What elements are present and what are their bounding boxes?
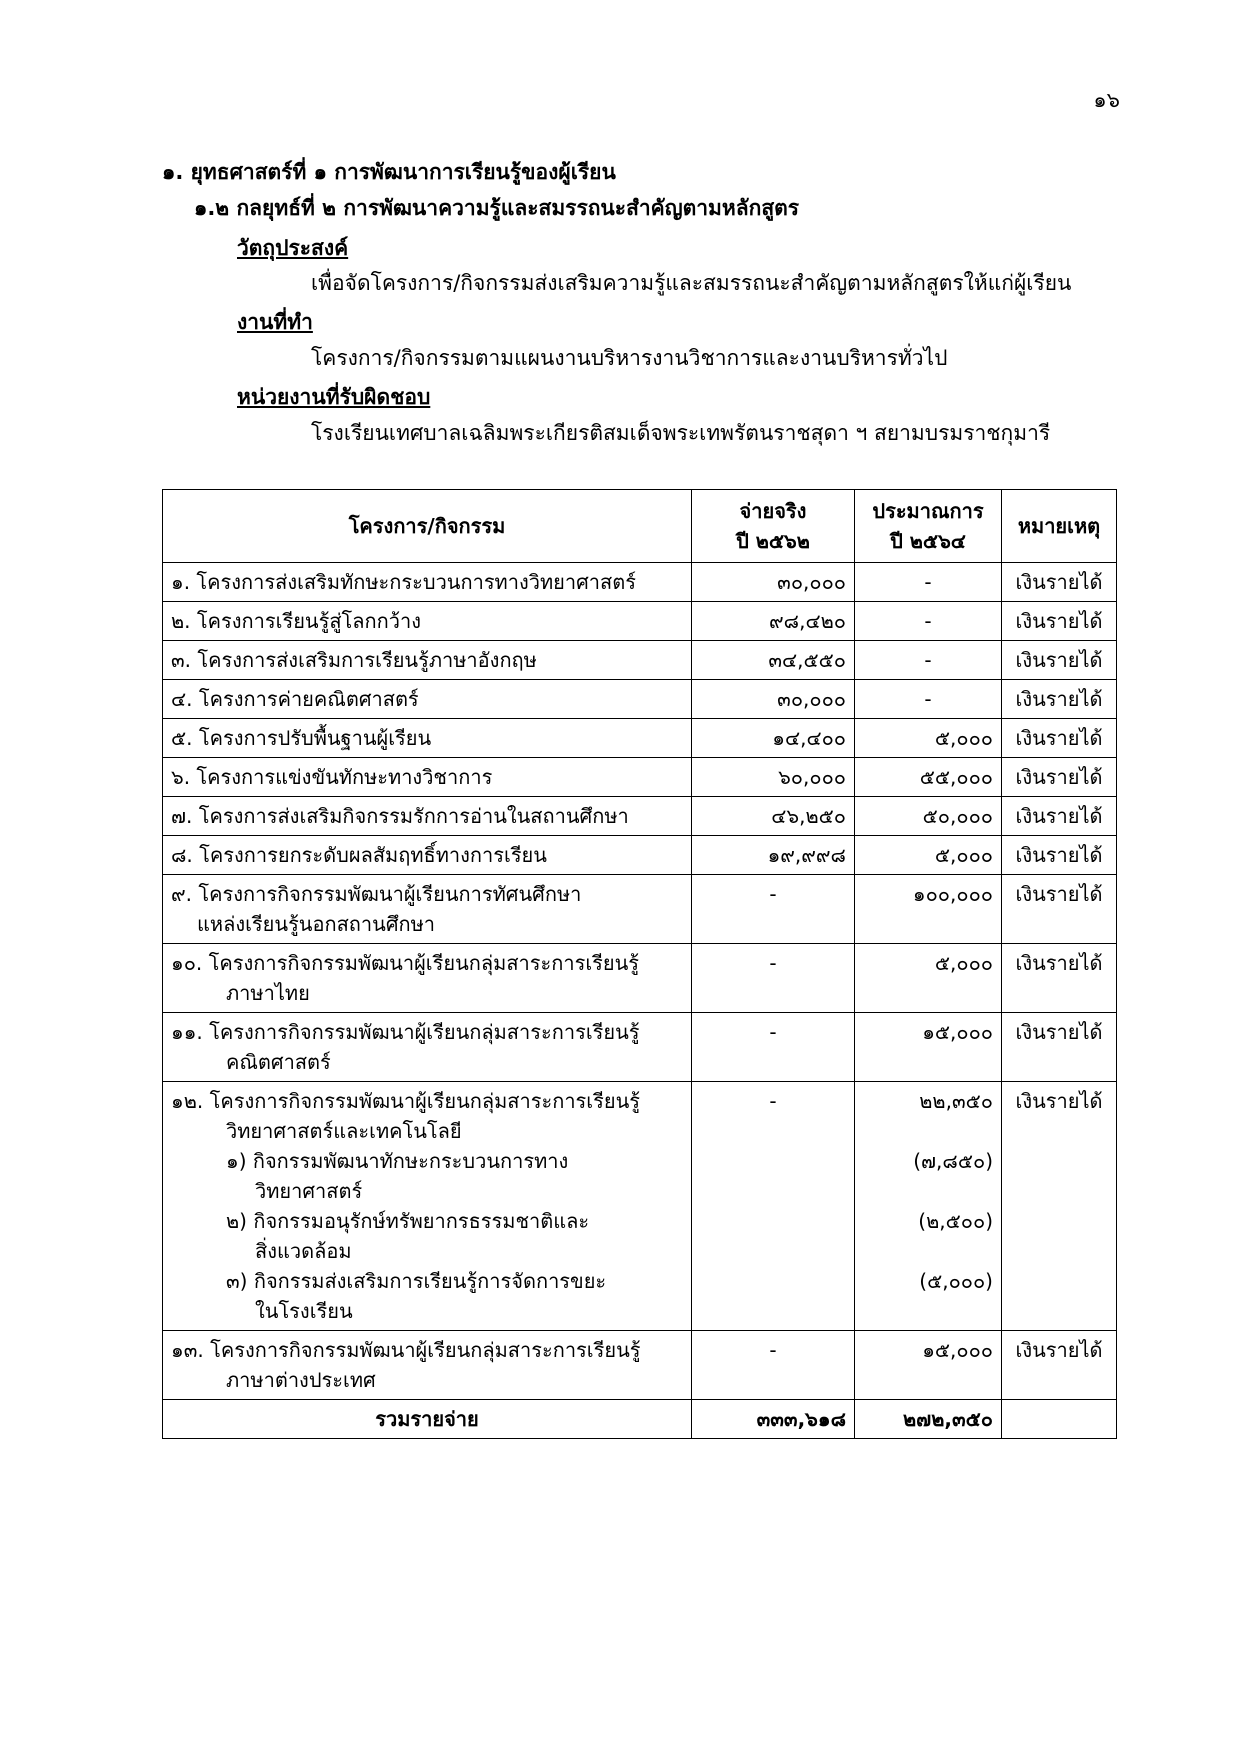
table-row [163, 758, 1117, 797]
sub-activity-line1: ๓) กิจกรรมส่งเสริมการเรียนรู้การจัดการขยะ [226, 1269, 607, 1293]
project-name: ๔. โครงการค่ายคณิตศาสตร์ [163, 680, 692, 719]
sub-activity-line2: ในโรงเรียน [255, 1299, 353, 1323]
actual-value: ๓๐,๐๐๐ [692, 680, 855, 719]
table-row [163, 875, 1117, 944]
table-row [163, 563, 1117, 602]
note-value: เงินรายได้ [1002, 1082, 1117, 1331]
sub-estimate: (๗,๘๕๐) [913, 1149, 993, 1173]
objective-text: เพื่อจัดโครงการ/กิจกรรมส่งเสริมความรู้และสมรรถนะสำคัญตามหลักสูตรให้แก่ผู้เรียน [311, 271, 1072, 295]
project-name-line1: ๑๒. โครงการกิจกรรมพัฒนาผู้เรียนกลุ่มสาระการเรียนรู้ [171, 1089, 641, 1113]
estimate-value: ๕,๐๐๐ [855, 719, 1002, 758]
project-name [163, 944, 692, 1013]
actual-value: - [692, 875, 855, 944]
project-name: ๓. โครงการส่งเสริมการเรียนรู้ภาษาอังกฤษ [163, 641, 692, 680]
estimate-total: ๒๒,๓๕๐ [919, 1089, 993, 1113]
header-actual-line2: ปี ๒๕๖๒ [736, 529, 810, 553]
project-name-line2: ภาษาต่างประเทศ [226, 1368, 376, 1392]
actual-value: ๑๔,๔๐๐ [692, 719, 855, 758]
note-value: เงินรายได้ [1002, 602, 1117, 641]
note-value: เงินรายได้ [1002, 758, 1117, 797]
header-estimate [855, 490, 1002, 563]
sub-activity-line1: ๒) กิจกรรมอนุรักษ์ทรัพยากรธรรมชาติและ [226, 1209, 590, 1233]
note-value: เงินรายได้ [1002, 836, 1117, 875]
note-value: เงินรายได้ [1002, 944, 1117, 1013]
tactic-heading: ๑.๒ กลยุทธ์ที่ ๒ การพัฒนาความรู้และสมรรถนะสำคัญตามหลักสูตร [194, 196, 800, 220]
total-actual: ๓๓๓,๖๑๘ [692, 1400, 855, 1439]
objective-label: วัตถุประสงค์ [237, 236, 349, 260]
project-name-line2: คณิตศาสตร์ [226, 1050, 331, 1074]
total-label: รวมรายจ่าย [163, 1400, 692, 1439]
project-name: ๗. โครงการส่งเสริมกิจกรรมรักการอ่านในสถานศึกษา [163, 797, 692, 836]
actual-value: - [692, 1331, 855, 1400]
actual-value: - [692, 944, 855, 1013]
estimate-value: - [855, 563, 1002, 602]
table-row [163, 1013, 1117, 1082]
note-value: เงินรายได้ [1002, 719, 1117, 758]
project-name: ๑. โครงการส่งเสริมทักษะกระบวนการทางวิทยาศาสตร์ [163, 563, 692, 602]
estimate-value: ๕๐,๐๐๐ [855, 797, 1002, 836]
total-estimate: ๒๗๒,๓๕๐ [855, 1400, 1002, 1439]
responsible-text: โรงเรียนเทศบาลเฉลิมพระเกียรติสมเด็จพระเทพรัตนราชสุดา ฯ สยามบรมราชกุมารี [311, 421, 1051, 445]
table-row [163, 719, 1117, 758]
header-note: หมายเหตุ [1002, 490, 1117, 563]
table-row [163, 1331, 1117, 1400]
estimate-value: - [855, 680, 1002, 719]
sub-activity-line1: ๑) กิจกรรมพัฒนาทักษะกระบวนการทาง [226, 1149, 569, 1173]
header-project: โครงการ/กิจกรรม [163, 490, 692, 563]
estimate-value: - [855, 641, 1002, 680]
sub-activity-line2: สิ่งแวดล้อม [255, 1239, 352, 1263]
estimate-value: ๕,๐๐๐ [855, 944, 1002, 1013]
project-name-line1: ๑๑. โครงการกิจกรรมพัฒนาผู้เรียนกลุ่มสาระการเรียนรู้ [171, 1020, 640, 1044]
work-label: งานที่ทำ [237, 310, 313, 334]
header-estimate-line2: ปี ๒๕๖๔ [890, 529, 966, 553]
note-value: เงินรายได้ [1002, 797, 1117, 836]
total-row [163, 1400, 1117, 1439]
project-name-line1: ๙. โครงการกิจกรรมพัฒนาผู้เรียนการทัศนศึกษา [171, 882, 582, 906]
note-value: เงินรายได้ [1002, 875, 1117, 944]
note-value: เงินรายได้ [1002, 563, 1117, 602]
project-name [163, 875, 692, 944]
table-row [163, 836, 1117, 875]
actual-value: ๑๙,๙๙๘ [692, 836, 855, 875]
note-value: เงินรายได้ [1002, 1331, 1117, 1400]
header-actual-line1: จ่ายจริง [739, 499, 807, 523]
header-estimate-line1: ประมาณการ [872, 499, 984, 523]
sub-activity-line2: วิทยาศาสตร์ [255, 1179, 363, 1203]
actual-value: - [692, 1013, 855, 1082]
project-name-line2: ภาษาไทย [226, 981, 310, 1005]
actual-value: - [692, 1082, 855, 1331]
note-value: เงินรายได้ [1002, 680, 1117, 719]
table-header-row [163, 490, 1117, 563]
project-name-line1: ๑๐. โครงการกิจกรรมพัฒนาผู้เรียนกลุ่มสาระการเรียนรู้ [171, 951, 640, 975]
work-text: โครงการ/กิจกรรมตามแผนงานบริหารงานวิชาการและงานบริหารทั่วไป [311, 346, 948, 370]
sub-estimate: (๕,๐๐๐) [919, 1269, 993, 1293]
table-row [163, 1082, 1117, 1331]
estimate-value: ๕๕,๐๐๐ [855, 758, 1002, 797]
table-row [163, 680, 1117, 719]
estimate-value: ๑๕,๐๐๐ [855, 1013, 1002, 1082]
project-name: ๒. โครงการเรียนรู้สู่โลกกว้าง [163, 602, 692, 641]
project-name-line1: ๑๓. โครงการกิจกรรมพัฒนาผู้เรียนกลุ่มสาระการเรียนรู้ [171, 1338, 641, 1362]
table-row [163, 944, 1117, 1013]
project-name: ๘. โครงการยกระดับผลสัมฤทธิ์ทางการเรียน [163, 836, 692, 875]
strategy-heading: ๑. ยุทธศาสตร์ที่ ๑ การพัฒนาการเรียนรู้ของผู้เรียน [162, 160, 616, 184]
actual-value: ๖๐,๐๐๐ [692, 758, 855, 797]
budget-table [162, 489, 1117, 1439]
actual-value: ๙๘,๔๒๐ [692, 602, 855, 641]
project-name-line2: แหล่งเรียนรู้นอกสถานศึกษา [197, 912, 436, 936]
actual-value: ๔๖,๒๕๐ [692, 797, 855, 836]
estimate-value: ๑๕,๐๐๐ [855, 1331, 1002, 1400]
actual-value: ๓๐,๐๐๐ [692, 563, 855, 602]
estimate-value: - [855, 602, 1002, 641]
total-note [1002, 1400, 1117, 1439]
estimate-value: ๑๐๐,๐๐๐ [855, 875, 1002, 944]
project-name [163, 1082, 692, 1331]
project-name [163, 1013, 692, 1082]
actual-value: ๓๔,๕๕๐ [692, 641, 855, 680]
table-row [163, 641, 1117, 680]
page-number: ๑๖ [1093, 88, 1120, 112]
header-actual [692, 490, 855, 563]
project-name-line2: วิทยาศาสตร์และเทคโนโลยี [226, 1119, 462, 1143]
responsible-label: หน่วยงานที่รับผิดชอบ [237, 385, 431, 409]
sub-estimate: (๒,๕๐๐) [918, 1209, 993, 1233]
project-name: ๕. โครงการปรับพื้นฐานผู้เรียน [163, 719, 692, 758]
project-name: ๖. โครงการแข่งขันทักษะทางวิชาการ [163, 758, 692, 797]
estimate-value: ๕,๐๐๐ [855, 836, 1002, 875]
project-name [163, 1331, 692, 1400]
estimate-value [855, 1082, 1002, 1331]
note-value: เงินรายได้ [1002, 1013, 1117, 1082]
note-value: เงินรายได้ [1002, 641, 1117, 680]
table-row [163, 797, 1117, 836]
table-row [163, 602, 1117, 641]
